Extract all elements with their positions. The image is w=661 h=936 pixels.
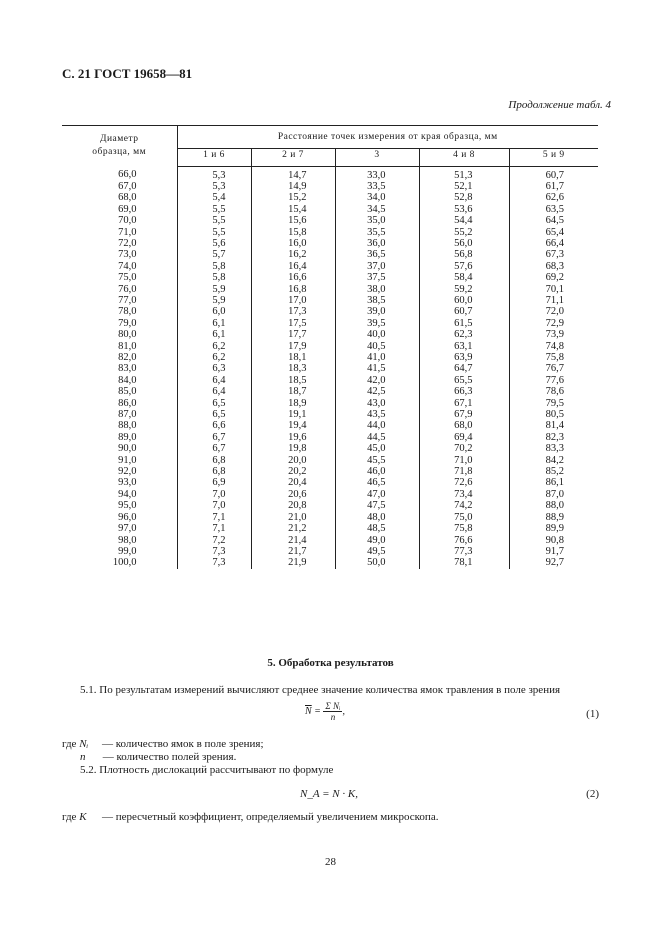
table-cell: 57,6 — [419, 261, 509, 272]
legend-1-text-1: количество ямок в поле зрения; — [115, 738, 264, 750]
table-cell: 70,0 — [62, 215, 177, 226]
table-row — [62, 215, 598, 226]
table-cell: 41,5 — [335, 363, 419, 374]
formula-1-number: (1) — [586, 708, 599, 720]
table-cell: 61,7 — [545, 180, 565, 192]
table-cell: 64,7 — [419, 363, 509, 374]
table-row — [62, 420, 598, 431]
table-cell: 44,5 — [335, 432, 419, 443]
table-row — [62, 443, 598, 454]
table-cell: 16,4 — [251, 261, 335, 272]
paragraph-5-2: 5.2. Плотность дислокаций рассчитывают по формуле — [80, 764, 334, 776]
table-row — [62, 546, 598, 557]
table-cell: 15,8 — [251, 227, 335, 238]
table-row — [62, 398, 598, 409]
table-cell: 6,8 — [177, 455, 251, 466]
formula-1-numerator: Σ Nᵢ — [325, 701, 341, 711]
table-cell: 41,0 — [335, 352, 419, 363]
table-cell: 47,0 — [335, 489, 419, 500]
table-cell: 6,0 — [177, 306, 251, 317]
table-cell: 75,8 — [545, 352, 565, 363]
table-cell: 66,4 — [545, 237, 565, 249]
table-cell: 15,2 — [251, 192, 335, 203]
table-cell: 6,3 — [177, 363, 251, 374]
table-cell: 87,0 — [62, 409, 177, 420]
table-cell: 6,6 — [177, 420, 251, 431]
table-row — [62, 375, 598, 386]
table-cell: 77,0 — [62, 295, 177, 306]
table-cell: 65,5 — [419, 375, 509, 386]
table-cell: 38,5 — [335, 295, 419, 306]
table-cell: 81,0 — [62, 341, 177, 352]
table-cell: 81,4 — [545, 420, 565, 432]
table-cell: 58,4 — [419, 272, 509, 283]
table-cell: 6,8 — [177, 466, 251, 477]
table-cell: 72,9 — [545, 317, 565, 329]
table-row — [62, 363, 598, 374]
table-cell: 77,3 — [419, 546, 509, 557]
table-cell: 14,7 — [251, 166, 335, 181]
measurement-table — [62, 125, 598, 569]
table-row — [62, 386, 598, 397]
table-cell: 43,5 — [335, 409, 419, 420]
table-cell: 7,1 — [177, 512, 251, 523]
table-cell: 34,0 — [335, 192, 419, 203]
header-diameter-line2: образца, мм — [92, 147, 147, 157]
table-cell: 62,3 — [419, 329, 509, 340]
table-cell: 46,5 — [335, 477, 419, 488]
table-cell: 67,1 — [419, 398, 509, 409]
table-cell: 63,1 — [419, 341, 509, 352]
table-cell: 5,8 — [177, 261, 251, 272]
table-cell: 60,7 — [545, 169, 565, 181]
table-cell: 21,4 — [251, 535, 335, 546]
table-cell: 44,0 — [335, 420, 419, 431]
table-cell: 66,3 — [419, 386, 509, 397]
table-cell: 54,4 — [419, 215, 509, 226]
table-row — [62, 272, 598, 283]
table-cell: 76,0 — [62, 284, 177, 295]
legend-2-sym: K — [79, 811, 87, 823]
table-cell: 98,0 — [62, 535, 177, 546]
table-cell: 62,6 — [545, 192, 565, 204]
table-cell: 6,7 — [177, 432, 251, 443]
table-row — [62, 523, 598, 534]
table-cell: 7,0 — [177, 489, 251, 500]
table-cell: 6,4 — [177, 386, 251, 397]
table-cell: 83,3 — [545, 443, 565, 455]
table-row — [62, 409, 598, 420]
table-cell: 18,9 — [251, 398, 335, 409]
table-cell: 40,0 — [335, 329, 419, 340]
table-cell: 17,3 — [251, 306, 335, 317]
table-cell: 18,1 — [251, 352, 335, 363]
table-cell: 35,0 — [335, 215, 419, 226]
table-cell: 72,6 — [419, 477, 509, 488]
table-row — [62, 284, 598, 295]
table-cell: 79,5 — [545, 397, 565, 409]
table-row — [62, 192, 598, 203]
table-cell: 49,5 — [335, 546, 419, 557]
table-cell: 18,3 — [251, 363, 335, 374]
table-cell: 80,0 — [62, 329, 177, 340]
table-cell: 20,0 — [251, 455, 335, 466]
table-cell: 82,3 — [545, 431, 565, 443]
table-cell: 71,1 — [545, 294, 565, 306]
table-row — [62, 238, 598, 249]
table-cell: 61,5 — [419, 318, 509, 329]
table-row — [62, 329, 598, 340]
table-row — [62, 341, 598, 352]
table-cell: 5,9 — [177, 284, 251, 295]
header-diameter-line1: Диаметр — [99, 134, 139, 144]
legend-2-prefix: где — [62, 811, 77, 823]
table-row — [62, 306, 598, 317]
table-cell: 59,2 — [419, 284, 509, 295]
table-cell: 36,5 — [335, 249, 419, 260]
table-cell: 67,0 — [62, 181, 177, 192]
table-row — [62, 295, 598, 306]
page-number: 28 — [325, 856, 336, 868]
table-cell: 15,4 — [251, 204, 335, 215]
table-cell: 91,0 — [62, 455, 177, 466]
legend-1-row-2 — [80, 751, 236, 763]
section-title: 5. Обработка результатов — [267, 657, 394, 669]
formula-1 — [305, 701, 345, 722]
table-row — [62, 204, 598, 215]
table-cell: 80,5 — [545, 409, 565, 421]
table-cell: 5,4 — [177, 192, 251, 203]
table-cell: 88,0 — [545, 500, 565, 512]
table-cell: 66,0 — [62, 166, 177, 181]
table-cell: 92,0 — [62, 466, 177, 477]
table-cell: 21,2 — [251, 523, 335, 534]
table-cell: 78,1 — [419, 557, 509, 568]
table-cell: 47,5 — [335, 500, 419, 511]
paragraph-5-1: 5.1. По результатам измерений вычисляют среднее значение количества ямок травления в поле зрения — [80, 684, 561, 696]
table-cell: 5,5 — [177, 215, 251, 226]
table-cell: 76,7 — [545, 363, 565, 375]
table-cell: 97,0 — [62, 523, 177, 534]
table-cell: 5,9 — [177, 295, 251, 306]
table-cell: 96,0 — [62, 512, 177, 523]
formula-1-lhs: $\overline{N}$ — [305, 705, 312, 717]
table-cell: 71,0 — [62, 227, 177, 238]
table-cell: 16,0 — [251, 238, 335, 249]
table-cell: 37,5 — [335, 272, 419, 283]
table-cell: 52,8 — [419, 192, 509, 203]
table-cell: 70,1 — [545, 283, 565, 295]
table-cell: 15,6 — [251, 215, 335, 226]
table-cell: 39,5 — [335, 318, 419, 329]
table-row — [62, 477, 598, 488]
legend-1-dash-2: — — [102, 751, 114, 763]
table-cell: 50,0 — [335, 557, 419, 568]
formula-1-tail: , — [342, 705, 345, 717]
table-cell: 33,0 — [335, 166, 419, 181]
table-cell: 55,2 — [419, 227, 509, 238]
table-cell: 51,3 — [419, 166, 509, 181]
table-row — [62, 455, 598, 466]
table-cell: 7,2 — [177, 535, 251, 546]
table-cell: 71,0 — [419, 455, 509, 466]
legend-1-row-1 — [62, 738, 264, 750]
table-cell: 6,4 — [177, 375, 251, 386]
table-cell: 71,8 — [419, 466, 509, 477]
table-cell: 45,5 — [335, 455, 419, 466]
table-cell: 6,2 — [177, 341, 251, 352]
table-row — [62, 432, 598, 443]
table-cell: 5,8 — [177, 272, 251, 283]
table-cell: 74,0 — [62, 261, 177, 272]
legend-1-sym-2: n — [80, 751, 86, 763]
table-cell: 88,9 — [545, 511, 565, 523]
table-cell: 95,0 — [62, 500, 177, 511]
table-cell: 67,9 — [419, 409, 509, 420]
table-cell: 64,5 — [545, 215, 565, 227]
table-cell: 20,2 — [251, 466, 335, 477]
table-cell: 6,5 — [177, 398, 251, 409]
table-cell: 14,9 — [251, 181, 335, 192]
table-cell: 6,1 — [177, 329, 251, 340]
table-row — [62, 318, 598, 329]
header-col-1-6: 1 и 6 — [177, 148, 251, 166]
table-cell: 18,7 — [251, 386, 335, 397]
formula-1-denominator: n — [330, 712, 336, 722]
table-cell: 86,1 — [545, 477, 565, 489]
table-row — [62, 261, 598, 272]
table-cell: 7,0 — [177, 500, 251, 511]
formula-2: N_A = N · K, — [300, 788, 358, 800]
table-cell: 78,0 — [62, 306, 177, 317]
table-cell: 78,6 — [545, 386, 565, 398]
table-cell: 20,8 — [251, 500, 335, 511]
table-cell: 68,0 — [419, 420, 509, 431]
table-cell: 73,4 — [419, 489, 509, 500]
table-cell: 36,0 — [335, 238, 419, 249]
legend-prefix: где — [62, 738, 77, 750]
page-header: С. 21 ГОСТ 19658—81 — [62, 66, 193, 81]
table-row — [62, 166, 598, 181]
table-cell: 75,8 — [419, 523, 509, 534]
table-cell: 63,5 — [545, 203, 565, 215]
table-cell: 85,0 — [62, 386, 177, 397]
table-continuation-label: Продолжение табл. 4 — [508, 99, 611, 111]
legend-1-text-2: количество полей зрения. — [116, 751, 237, 763]
table-cell: 6,1 — [177, 318, 251, 329]
table-body — [62, 166, 598, 569]
table-cell: 94,0 — [62, 489, 177, 500]
table-cell: 68,0 — [62, 192, 177, 203]
table-cell: 69,4 — [419, 432, 509, 443]
table-cell: 6,2 — [177, 352, 251, 363]
table-cell: 89,9 — [545, 523, 565, 535]
table-cell: 16,8 — [251, 284, 335, 295]
table-cell: 73,9 — [545, 329, 565, 341]
table-cell: 48,5 — [335, 523, 419, 534]
table-cell: 5,3 — [177, 166, 251, 181]
table-cell: 42,0 — [335, 375, 419, 386]
table-cell: 73,0 — [62, 249, 177, 260]
table-cell: 7,3 — [177, 546, 251, 557]
header-col-5-9: 5 и 9 — [509, 148, 598, 166]
table-cell: 21,9 — [251, 557, 335, 568]
table-cell: 38,0 — [335, 284, 419, 295]
table-cell: 46,0 — [335, 466, 419, 477]
table-row — [62, 466, 598, 477]
table-cell: 16,2 — [251, 249, 335, 260]
table-cell: 6,7 — [177, 443, 251, 454]
table-row — [62, 352, 598, 363]
table-row — [62, 512, 598, 523]
table-row — [62, 249, 598, 260]
table-cell: 83,0 — [62, 363, 177, 374]
table-cell: 5,6 — [177, 238, 251, 249]
table-cell: 21,7 — [251, 546, 335, 557]
table-row — [62, 489, 598, 500]
table-row — [62, 227, 598, 238]
table-cell: 60,0 — [419, 295, 509, 306]
table-cell: 87,0 — [545, 488, 565, 500]
table-cell: 34,5 — [335, 204, 419, 215]
table-cell: 70,2 — [419, 443, 509, 454]
header-col-2-7: 2 и 7 — [251, 148, 335, 166]
table-cell: 52,1 — [419, 181, 509, 192]
table-cell: 63,9 — [419, 352, 509, 363]
table-cell: 7,3 — [177, 557, 251, 568]
table-cell: 40,5 — [335, 341, 419, 352]
formula-1-fraction — [323, 701, 342, 722]
table-row — [62, 535, 598, 546]
table-cell: 39,0 — [335, 306, 419, 317]
table-cell: 17,7 — [251, 329, 335, 340]
table-cell: 53,6 — [419, 204, 509, 215]
table-cell: 35,5 — [335, 227, 419, 238]
table-cell: 43,0 — [335, 398, 419, 409]
table-cell: 92,7 — [545, 557, 565, 569]
table-cell: 77,6 — [545, 374, 565, 386]
table-cell: 17,5 — [251, 318, 335, 329]
table-cell: 69,0 — [62, 204, 177, 215]
table-cell: 56,0 — [419, 238, 509, 249]
header-distance-group: Расстояние точек измерения от края образца, мм — [177, 126, 598, 149]
table-cell: 79,0 — [62, 318, 177, 329]
table-cell: 84,0 — [62, 375, 177, 386]
table-cell: 21,0 — [251, 512, 335, 523]
table-cell: 99,0 — [62, 546, 177, 557]
table-cell: 82,0 — [62, 352, 177, 363]
table-cell: 85,2 — [545, 466, 565, 478]
legend-2-text: пересчетный коэффициент, определяемый увеличением микроскопа. — [115, 811, 439, 823]
table-cell: 5,7 — [177, 249, 251, 260]
table-cell: 49,0 — [335, 535, 419, 546]
table-cell: 69,2 — [545, 272, 565, 284]
header-col-4-8: 4 и 8 — [419, 148, 509, 166]
table-cell: 17,9 — [251, 341, 335, 352]
header-col-3: 3 — [335, 148, 419, 166]
table-cell: 37,0 — [335, 261, 419, 272]
table-cell: 56,8 — [419, 249, 509, 260]
table-cell: 75,0 — [419, 512, 509, 523]
legend-2-dash: — — [101, 811, 113, 823]
table-cell: 17,0 — [251, 295, 335, 306]
table-cell: 18,5 — [251, 375, 335, 386]
table-cell: 76,6 — [419, 535, 509, 546]
table-cell: 19,6 — [251, 432, 335, 443]
table-cell: 48,0 — [335, 512, 419, 523]
header-diameter — [62, 126, 177, 167]
table-cell: 20,6 — [251, 489, 335, 500]
table-cell: 86,0 — [62, 398, 177, 409]
table-cell: 93,0 — [62, 477, 177, 488]
formula-2-number: (2) — [586, 788, 599, 800]
table-cell: 20,4 — [251, 477, 335, 488]
table-cell: 6,9 — [177, 477, 251, 488]
table-cell: 5,3 — [177, 181, 251, 192]
table-cell: 74,2 — [419, 500, 509, 511]
table-cell: 60,7 — [419, 306, 509, 317]
table-cell: 5,5 — [177, 204, 251, 215]
table-cell: 42,5 — [335, 386, 419, 397]
table-cell: 19,1 — [251, 409, 335, 420]
table-cell: 68,3 — [545, 260, 565, 272]
table-cell: 7,1 — [177, 523, 251, 534]
table-cell: 75,0 — [62, 272, 177, 283]
legend-2 — [62, 811, 438, 823]
table-cell: 67,3 — [545, 249, 565, 261]
table-cell: 90,0 — [62, 443, 177, 454]
table-row — [62, 181, 598, 192]
table-cell: 89,0 — [62, 432, 177, 443]
table-cell: 19,8 — [251, 443, 335, 454]
table-cell: 84,2 — [545, 454, 565, 466]
legend-1-sym-1: Nᵢ — [79, 738, 89, 750]
table-cell: 74,8 — [545, 340, 565, 352]
table-row — [62, 557, 598, 568]
table-cell: 45,0 — [335, 443, 419, 454]
table-row — [62, 500, 598, 511]
table-cell: 88,0 — [62, 420, 177, 431]
table-cell: 72,0 — [62, 238, 177, 249]
table-cell: 90,8 — [545, 534, 565, 546]
table-cell: 5,5 — [177, 227, 251, 238]
formula-1-eq: = — [314, 705, 321, 717]
table-cell: 72,0 — [545, 306, 565, 318]
table-cell: 33,5 — [335, 181, 419, 192]
table-cell: 91,7 — [545, 545, 565, 557]
table-cell: 16,6 — [251, 272, 335, 283]
legend-1-dash-1: — — [101, 738, 113, 750]
table-cell: 19,4 — [251, 420, 335, 431]
table-cell: 65,4 — [545, 226, 565, 238]
table-cell: 6,5 — [177, 409, 251, 420]
table-cell: 100,0 — [62, 557, 177, 568]
